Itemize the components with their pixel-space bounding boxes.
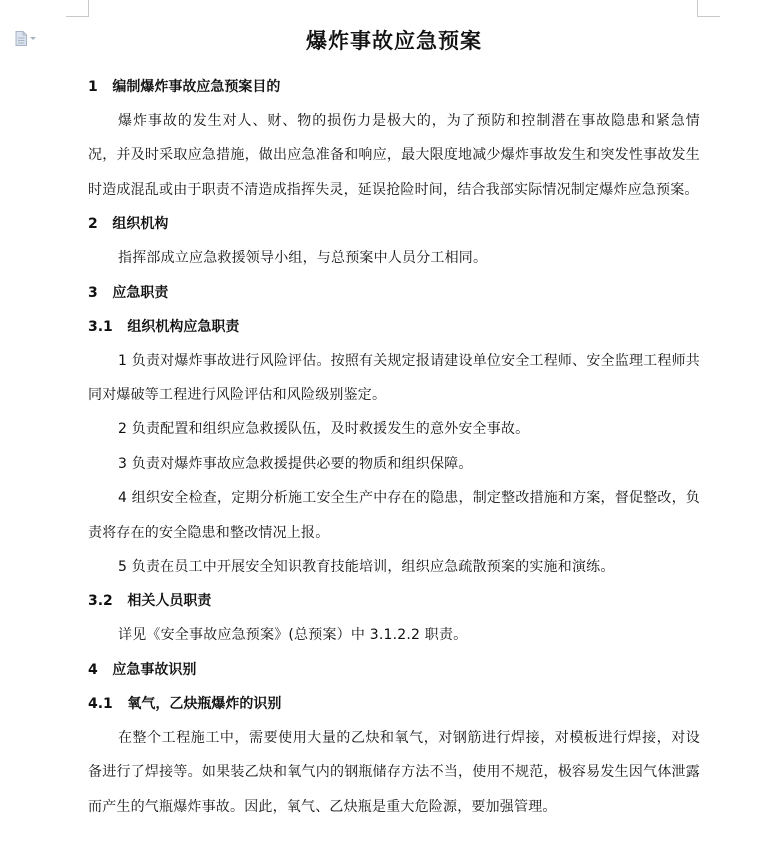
section-heading-3-2: 3.2 相关人员职责 [88, 593, 212, 610]
paragraph-duty-2: 2 负责配置和组织应急救援队伍，及时救援发生的意外安全事故。 [118, 421, 530, 438]
paragraph-related-duties: 详见《安全事故应急预案》(总预案）中 3.1.2.2 职责。 [118, 627, 468, 644]
chevron-down-icon [30, 37, 36, 40]
page-corner-mark-top-left [66, 0, 89, 17]
page-corner-mark-top-right [697, 0, 720, 17]
paragraph-duty-1: 1 负责对爆炸事故进行风险评估。按照有关规定报请建设单位安全工程师、安全监理工程师共同对爆破等工程进行风险评估和风险级别鉴定。 [88, 352, 700, 404]
paragraph-organization: 指挥部成立应急救援领导小组，与总预案中人员分工相同。 [118, 250, 488, 267]
paragraph-purpose: 爆炸事故的发生对人、财、物的损伤力是极大的，为了预防和控制潜在事故隐患和紧急情况，并及时采取应急措施，做出应急准备和响应，最大限度地减少爆炸事故发生和突发性事故发生时造成混乱或由于职责不清造成指挥失灵，延误抢险时间，结合我部实际情况制定爆炸应急预案。 [88, 113, 700, 198]
document-page [88, 22, 700, 824]
section-heading-3-1: 3.1 组织机构应急职责 [88, 318, 240, 335]
paragraph-duty-4: 4 组织安全检查，定期分析施工安全生产中存在的隐患，制定整改措施和方案，督促整改，负责将存在的安全隐患和整改情况上报。 [88, 490, 700, 541]
paragraph-duty-3: 3 负责对爆炸事故应急救援提供必要的物质和组织保障。 [118, 455, 473, 472]
section-heading-2: 2 组织机构 [88, 216, 169, 233]
document-title: 爆炸事故应急预案 [306, 29, 482, 53]
section-heading-3: 3 应急职责 [88, 284, 169, 301]
paragraph-gas-cylinder: 在整个工程施工中，需要使用大量的乙炔和氧气，对钢筋进行焊接，对模板进行焊接，对设备进行了焊接等。如果装乙炔和氧气内的钢瓶储存方法不当，使用不规范，极容易发生因气体泄露而产生的气瓶爆炸事故。因此，氧气、乙炔瓶是重大危险源，要加强管理。 [88, 729, 700, 815]
section-heading-1: 1 编制爆炸事故应急预案目的 [88, 79, 281, 95]
section-heading-4: 4 应急事故识别 [88, 661, 197, 678]
document-icon [15, 31, 27, 46]
section-heading-4-1: 4.1 氧气，乙炔瓶爆炸的识别 [88, 695, 282, 712]
document-menu-button[interactable] [15, 31, 36, 46]
paragraph-duty-5: 5 负责在员工中开展安全知识教育技能培训，组织应急疏散预案的实施和演练。 [118, 559, 615, 576]
